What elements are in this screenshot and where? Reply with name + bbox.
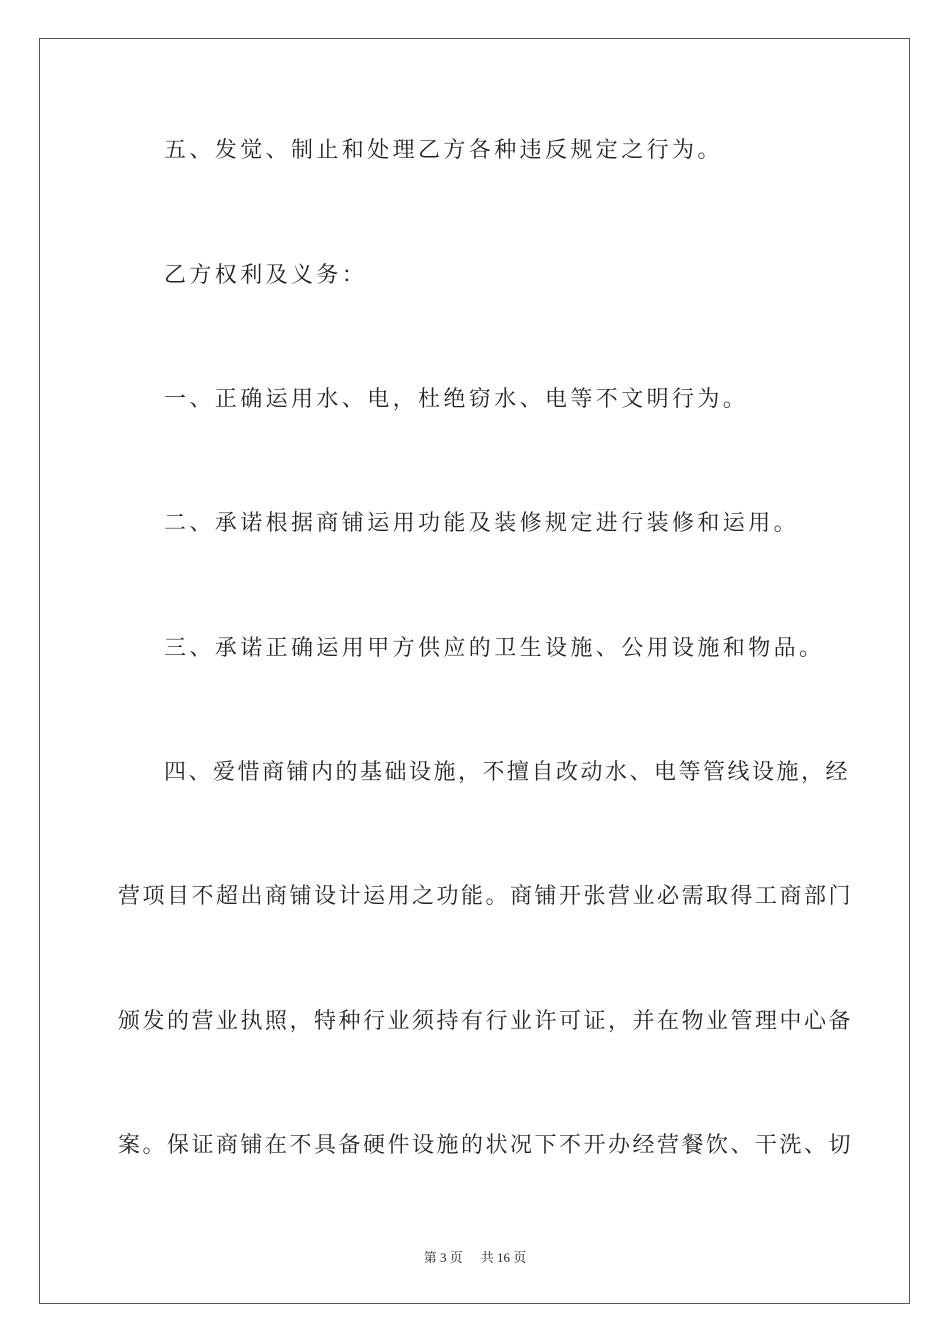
paragraph-item-five: 五、发觉、制止和处理乙方各种违反规定之行为。 xyxy=(164,138,723,163)
page-total: 共 16 页 xyxy=(480,1250,527,1265)
page-frame xyxy=(39,38,910,1304)
paragraph-item-two: 二、承诺根据商铺运用功能及装修规定进行装修和运用。 xyxy=(164,511,800,536)
paragraph-item-four-line-1: 四、爱惜商铺内的基础设施，不擅自改动水、电等管线设施，经 xyxy=(164,760,851,785)
page-footer xyxy=(0,1247,950,1266)
paragraph-item-four-line-3: 颁发的营业执照，特种行业须持有行业许可证，并在物业管理中心备 xyxy=(118,1009,854,1034)
paragraph-item-one: 一、正确运用水、电，杜绝窃水、电等不文明行为。 xyxy=(164,387,749,412)
paragraph-item-four-line-4: 案。保证商铺在不具备硬件设施的状况下不开办经营餐饮、干洗、切 xyxy=(118,1133,854,1158)
page-number: 第 3 页 xyxy=(423,1250,463,1265)
section-heading-party-b-rights: 乙方权利及义务： xyxy=(164,263,368,288)
paragraph-item-three: 三、承诺正确运用甲方供应的卫生设施、公用设施和物品。 xyxy=(164,636,825,661)
paragraph-item-four-line-2: 营项目不超出商铺设计运用之功能。商铺开张营业必需取得工商部门 xyxy=(118,884,854,909)
